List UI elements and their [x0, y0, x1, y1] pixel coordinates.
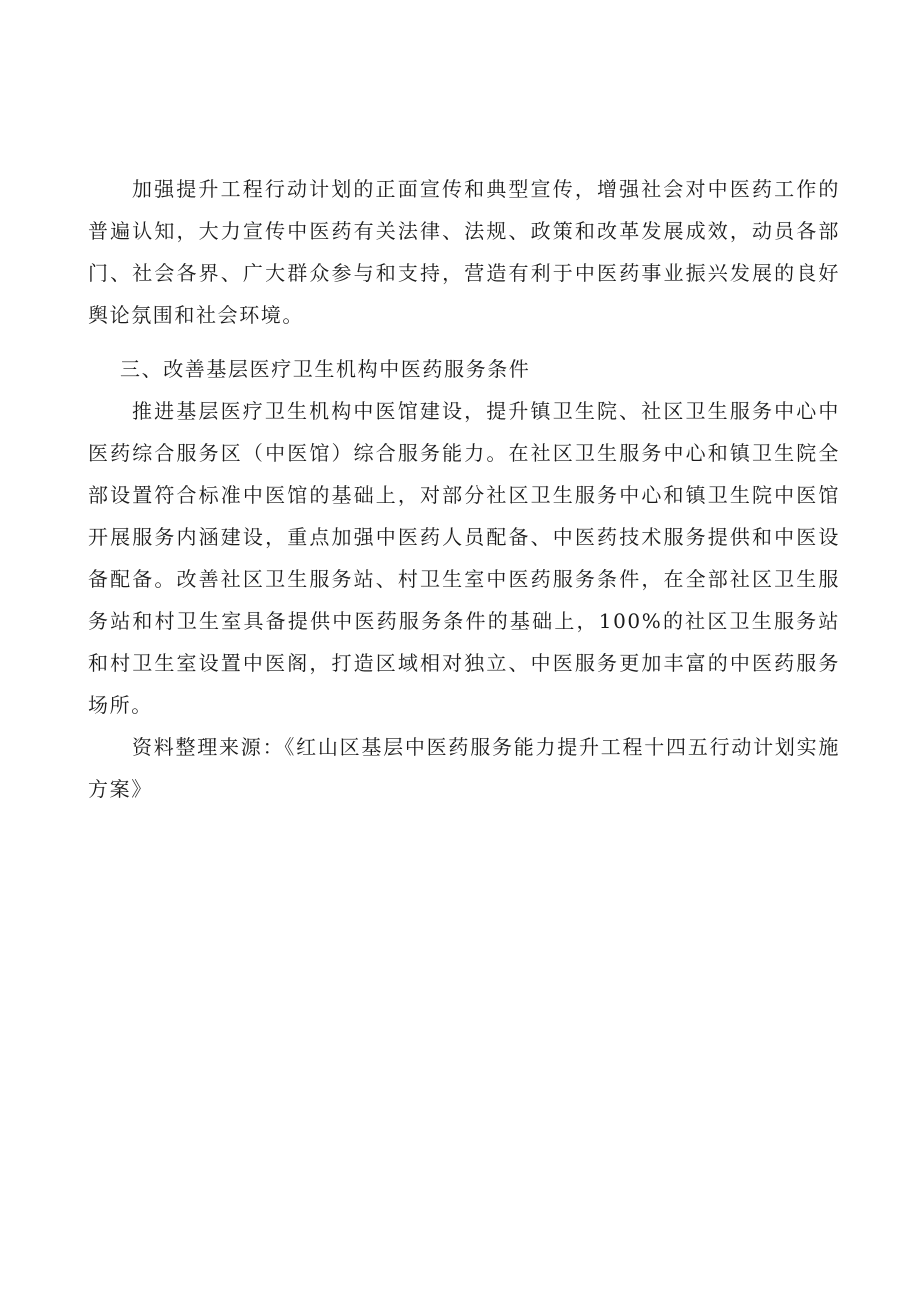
- service-conditions-paragraph: 推进基层医疗卫生机构中医馆建设，提升镇卫生院、社区卫生服务中心中医药综合服务区（中医馆）综合服务能力。在社区卫生服务中心和镇卫生院全部设置符合标准中医馆的基础上，对部分社区卫生服务中心和镇卫生院中医馆开展服务内涵建设，重点加强中医药人员配备、中医药技术服务提供和中医设备配备。改善社区卫生服务站、村卫生室中医药服务条件，在全部社区卫生服务站和村卫生室具备提供中医药服务条件的基础上，100%的社区卫生服务站和村卫生室设置中医阁，打造区域相对独立、中医服务更加丰富的中医药服务场所。: [88, 399, 840, 717]
- source-note: 资料整理来源：《红山区基层中医药服务能力提升工程十四五行动计划实施方案》: [88, 735, 840, 801]
- publicity-paragraph: 加强提升工程行动计划的正面宣传和典型宣传，增强社会对中医药工作的普遍认知，大力宣传中医药有关法律、法规、政策和改革发展成效，动员各部门、社会各界、广大群众参与和支持，营造有利于中医药事业振兴发展的良好舆论氛围和社会环境。: [88, 177, 840, 327]
- document-page: [88, 168, 840, 810]
- section-heading: 三、改善基层医疗卫生机构中医药服务条件: [120, 357, 531, 381]
